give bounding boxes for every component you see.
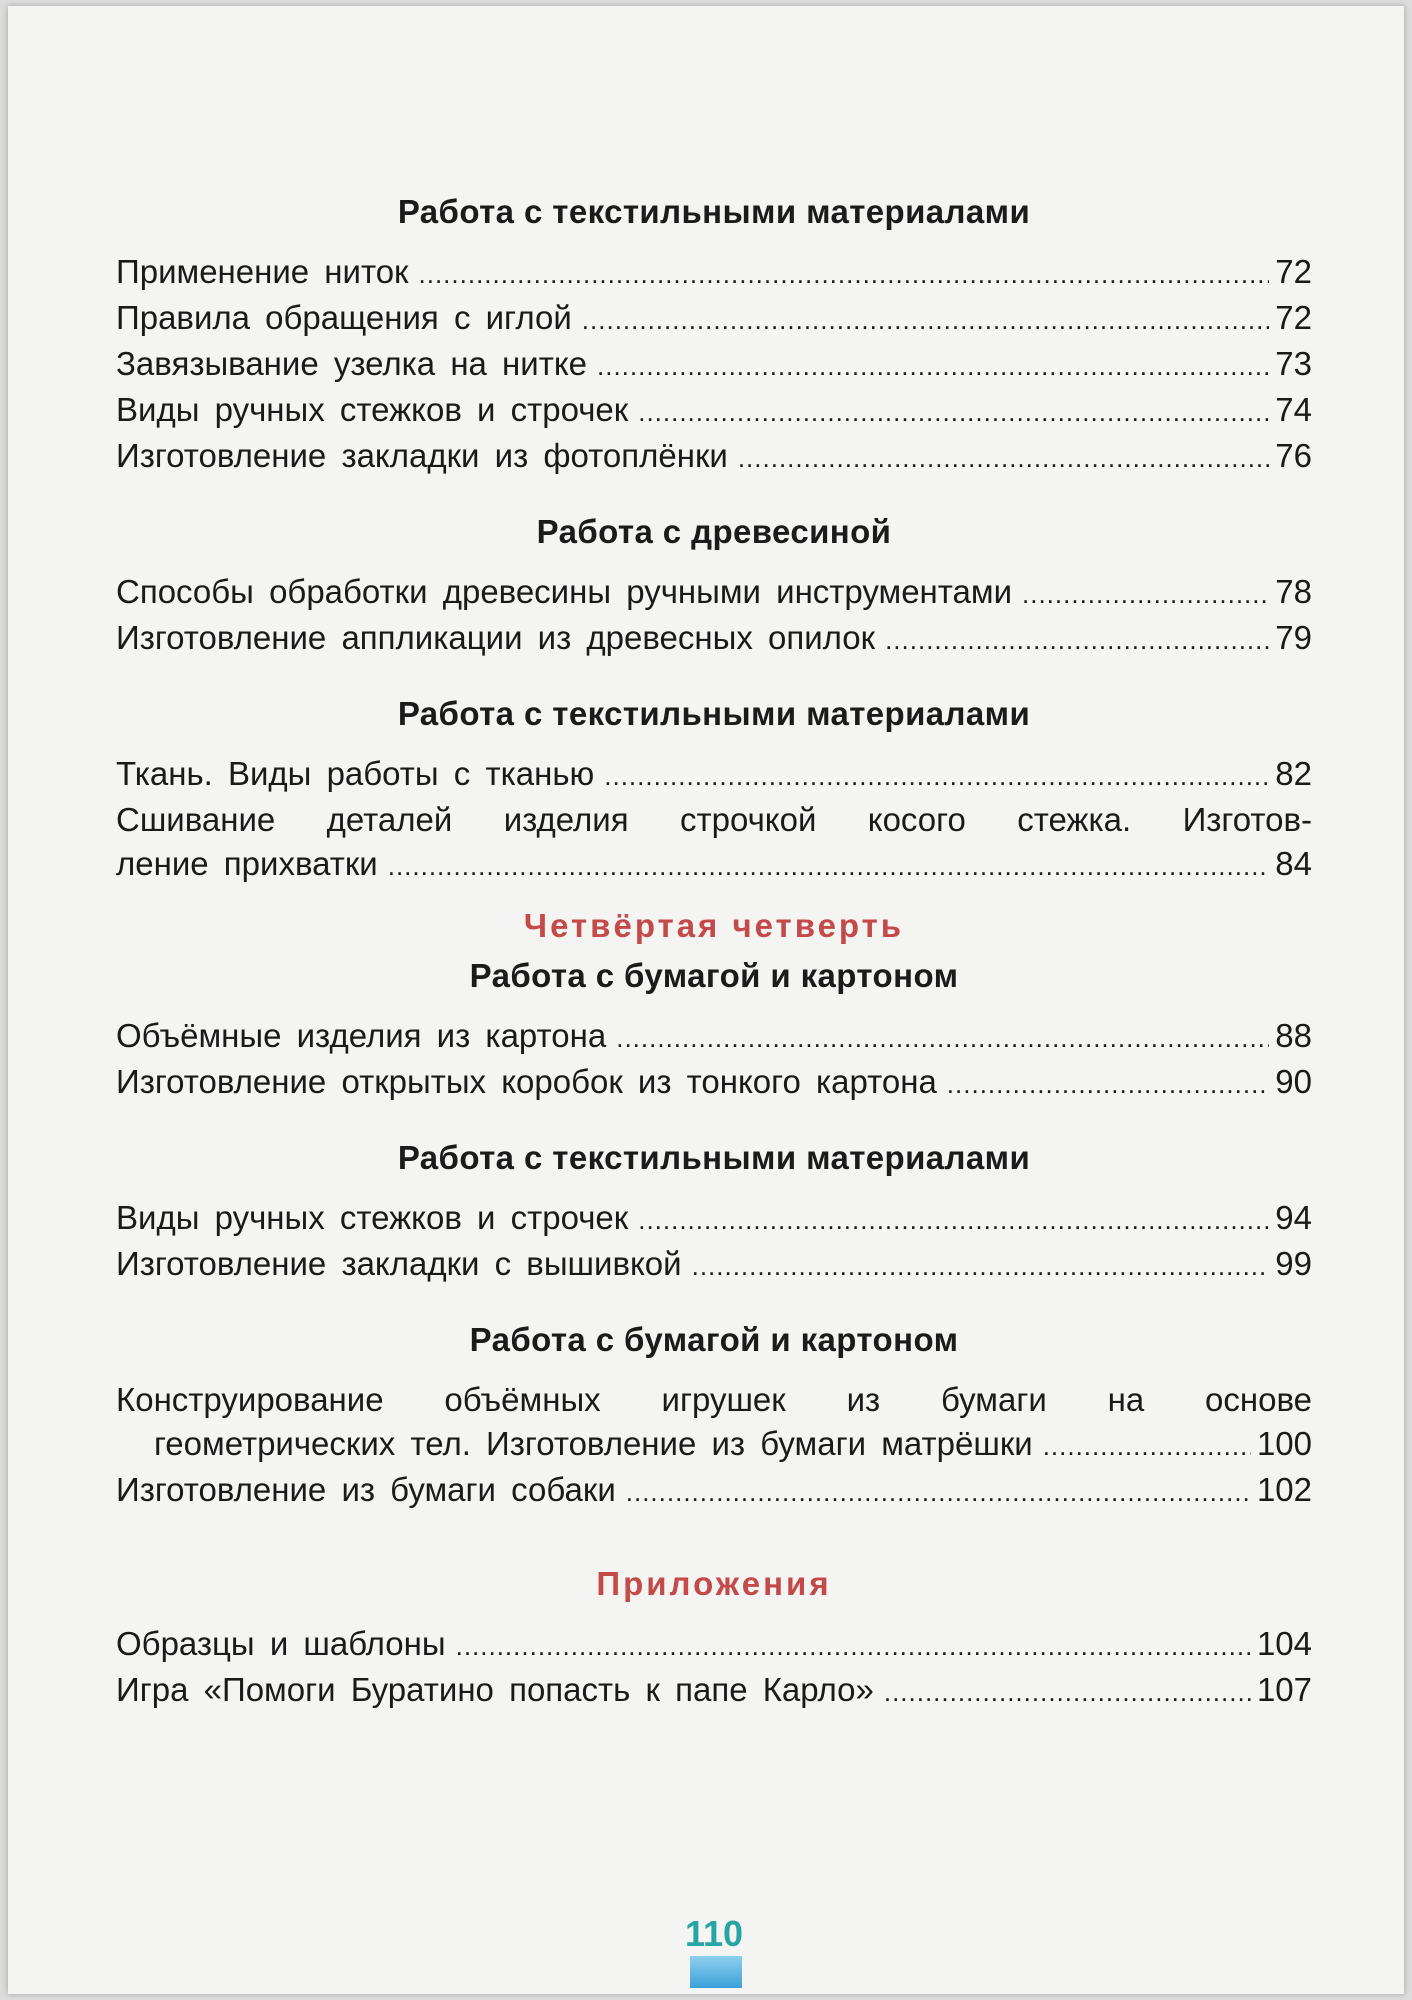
dot-leader	[638, 390, 1269, 434]
dot-leader	[582, 298, 1269, 342]
entry-title: Изготовление закладки из фотоплёнки	[116, 437, 728, 474]
dot-leader	[692, 1244, 1270, 1288]
toc-entry	[116, 250, 1312, 296]
entry-page: 107	[1256, 1671, 1312, 1708]
entry-page: 72	[1275, 253, 1312, 290]
section-heading: Работа с бумагой и картоном	[469, 957, 959, 994]
book-page	[8, 6, 1404, 1994]
toc-entry	[116, 388, 1312, 434]
toc-entry	[116, 1196, 1312, 1242]
dot-leader	[947, 1062, 1269, 1106]
entry-page: 88	[1275, 1017, 1312, 1054]
toc-entry	[116, 570, 1312, 616]
entry-page: 79	[1275, 619, 1312, 656]
entry-title: Правила обращения с иглой	[116, 299, 572, 336]
toc-entry	[116, 1060, 1312, 1106]
toc-entry	[116, 1668, 1312, 1714]
dot-leader	[419, 252, 1270, 296]
toc-entry	[116, 616, 1312, 662]
page-number: 110	[684, 1913, 744, 1954]
entry-title-line: Сшивание деталей изделия строчкой косого стежка. Изготов-	[116, 801, 1312, 838]
entry-title: Изготовление аппликации из древесных опилок	[116, 619, 876, 656]
section-heading: Работа с текстильными материалами	[397, 1139, 1031, 1176]
section-heading: Работа с древесиной	[536, 513, 892, 550]
entry-title: Завязывание узелка на нитке	[116, 345, 587, 382]
toc-entry	[116, 342, 1312, 388]
toc-entry	[116, 434, 1312, 480]
entry-page: 94	[1275, 1199, 1312, 1236]
entry-page: 76	[1275, 437, 1312, 474]
table-of-contents	[116, 190, 1312, 1714]
dot-leader	[626, 1470, 1251, 1514]
dot-leader	[388, 844, 1270, 888]
entry-title-line: Конструирование объёмных игрушек из бумаги на основе	[116, 1381, 1312, 1418]
entry-title: Изготовление из бумаги собаки	[116, 1471, 616, 1508]
toc-entry	[116, 1014, 1312, 1060]
toc-entry-multiline	[116, 1378, 1312, 1468]
toc-entry	[116, 752, 1312, 798]
entry-page: 84	[1275, 845, 1312, 882]
toc-entry	[116, 1242, 1312, 1288]
section-heading: Работа с текстильными материалами	[397, 193, 1031, 230]
dot-leader	[456, 1624, 1251, 1668]
entry-title: Виды ручных стежков и строчек	[116, 391, 629, 428]
entry-page: 100	[1256, 1425, 1312, 1462]
dot-leader	[738, 436, 1269, 480]
dot-leader	[597, 344, 1269, 388]
entry-title-line: ление прихватки	[116, 845, 378, 882]
entry-page: 90	[1275, 1063, 1312, 1100]
dot-leader	[1043, 1424, 1251, 1468]
entry-title: Объёмные изделия из картона	[116, 1017, 607, 1054]
dot-leader	[1022, 572, 1269, 616]
entry-page: 104	[1256, 1625, 1312, 1662]
page-number-tab	[690, 1956, 742, 1988]
quarter-heading: Четвёртая четверть	[523, 907, 905, 944]
dot-leader	[604, 754, 1269, 798]
entry-title: Способы обработки древесины ручными инструментами	[116, 573, 1013, 610]
entry-title: Применение ниток	[116, 253, 409, 290]
toc-entry	[116, 1622, 1312, 1668]
section-heading: Работа с бумагой и картоном	[469, 1321, 959, 1358]
entry-page: 99	[1275, 1245, 1312, 1282]
entry-title-line: геометрических тел. Изготовление из бумаги матрёшки	[154, 1425, 1033, 1462]
entry-title: Образцы и шаблоны	[116, 1625, 446, 1662]
toc-entry	[116, 1468, 1312, 1514]
toc-entry-multiline	[116, 798, 1312, 888]
dot-leader	[885, 618, 1269, 662]
appendix-heading: Приложения	[596, 1565, 832, 1602]
toc-entry	[116, 296, 1312, 342]
entry-page: 102	[1256, 1471, 1312, 1508]
section-heading: Работа с текстильными материалами	[397, 695, 1031, 732]
dot-leader	[884, 1670, 1251, 1714]
entry-page: 82	[1275, 755, 1312, 792]
entry-title: Игра «Помоги Буратино попасть к папе Карло»	[116, 1671, 874, 1708]
dot-leader	[616, 1016, 1269, 1060]
entry-title: Изготовление закладки с вышивкой	[116, 1245, 682, 1282]
dot-leader	[638, 1198, 1269, 1242]
entry-page: 72	[1275, 299, 1312, 336]
entry-page: 78	[1275, 573, 1312, 610]
entry-page: 74	[1275, 391, 1312, 428]
entry-title: Виды ручных стежков и строчек	[116, 1199, 629, 1236]
entry-title: Ткань. Виды работы с тканью	[116, 755, 595, 792]
entry-page: 73	[1275, 345, 1312, 382]
entry-title: Изготовление открытых коробок из тонкого картона	[116, 1063, 937, 1100]
